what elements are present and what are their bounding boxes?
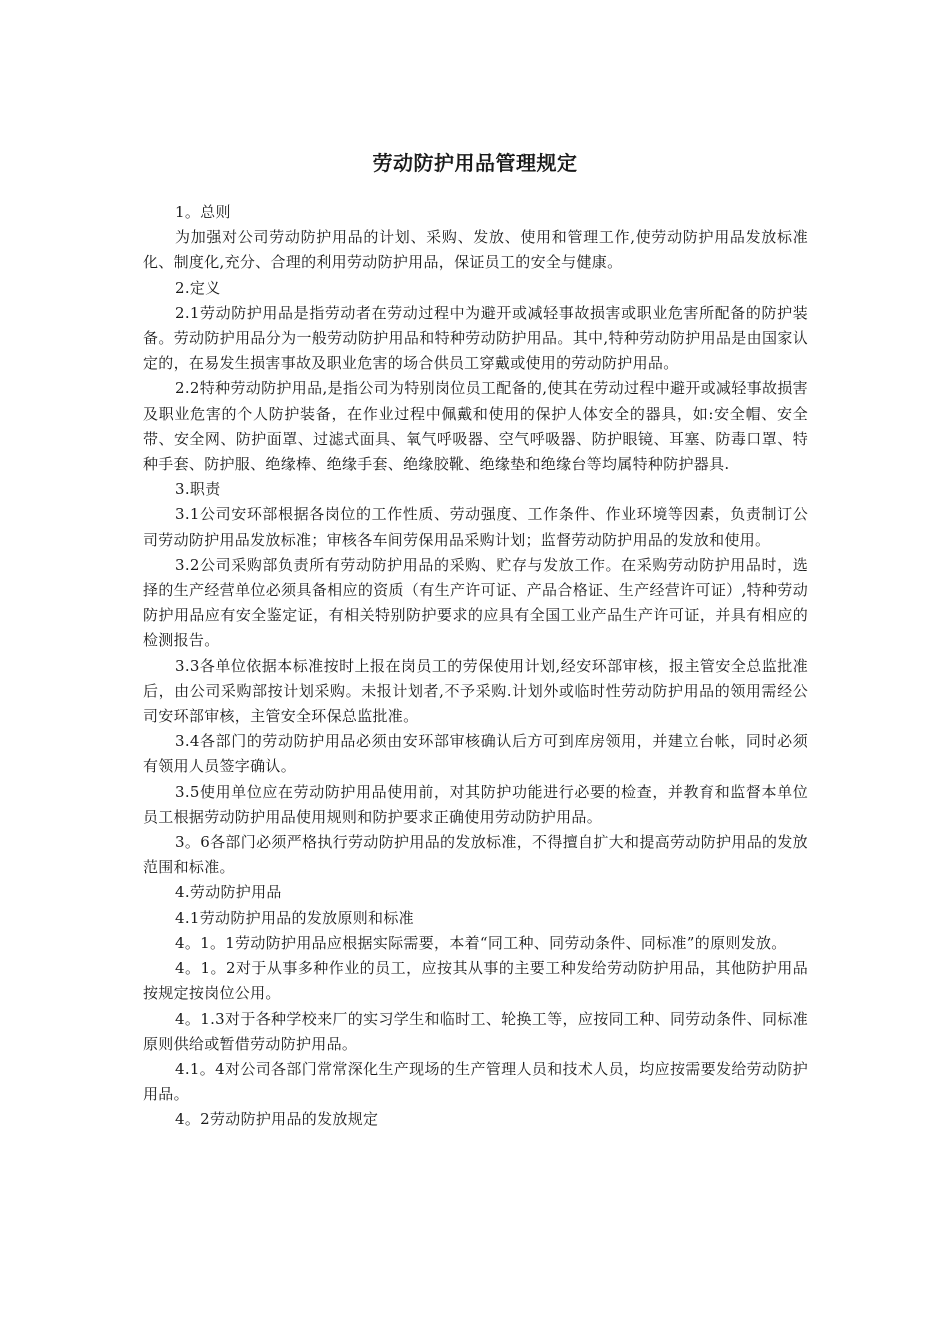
document-title: 劳动防护用品管理规定 — [372, 151, 578, 175]
paragraph: 3。6各部门必须严格执行劳动防护用品的发放标准，不得擅自扩大和提高劳动防护用品的发放范围和标准。 — [143, 833, 808, 877]
section-heading: 2.定义 — [175, 278, 221, 297]
paragraph: 2.2特种劳动防护用品,是指公司为特别岗位员工配备的,使其在劳动过程中避开或减轻事故损害及职业危害的个人防护装备，在作业过程中佩戴和使用的保护人体安全的器具，如:安全帽、安全带、安全网、防护面罩、过滤式面具、氧气呼吸器、空气呼吸器、防护眼镜、耳塞、防毒口罩、特种手套、防护服、绝缘棒、绝缘手套、绝缘胶靴、绝缘垫和绝缘台等均属特种防护器具. — [143, 379, 808, 474]
paragraph: 4。1。2对于从事多种作业的员工，应按其从事的主要工种发给劳动防护用品，其他防护用品按规定按岗位公用。 — [143, 959, 808, 1003]
paragraph: 3.4各部门的劳动防护用品必须由安环部审核确认后方可到库房领用，并建立台帐，同时必须有领用人员签字确认。 — [143, 732, 808, 776]
subsection-heading: 4。2劳动防护用品的发放规定 — [175, 1110, 379, 1129]
paragraph: 2.1劳动防护用品是指劳动者在劳动过程中为避开或减轻事故损害或职业危害所配备的防护装备。劳动防护用品分为一般劳动防护用品和特种劳动防护用品。其中,特种劳动防护用品是由国家认定的，在易发生损害事故及职业危害的场合供员工穿戴或使用的劳动防护用品。 — [143, 303, 808, 373]
paragraph: 4.1。4对公司各部门常常深化生产现场的生产管理人员和技术人员，均应按需要发给劳动防护用品。 — [143, 1059, 808, 1104]
paragraph: 为加强对公司劳动防护用品的计划、采购、发放、使用和管理工作,使劳动防护用品发放标准化、制度化,充分、合理的利用劳动防护用品，保证员工的安全与健康。 — [143, 228, 808, 272]
paragraph: 3.2公司采购部负责所有劳动防护用品的采购、贮存与发放工作。在采购劳动防护用品时，选择的生产经营单位必须具备相应的资质（有生产许可证、产品合格证、生产经营许可证）,特种劳动防护用品应有安全鉴定证，有相关特别防护要求的应具有全国工业产品生产许可证，并具有相应的检测报告。 — [143, 555, 808, 650]
section-heading: 4.劳动防护用品 — [175, 883, 282, 902]
paragraph: 4。1。1劳动防护用品应根据实际需要，本着“同工种、同劳动条件、同标准”的原则发放。 — [175, 933, 787, 952]
paragraph: 4。1.3对于各种学校来厂的实习学生和临时工、轮换工等，应按同工种、同劳动条件、同标准原则供给或暂借劳动防护用品。 — [143, 1009, 808, 1053]
paragraph: 3.1公司安环部根据各岗位的工作性质、劳动强度、工作条件、作业环境等因素，负责制订公司劳动防护用品发放标准；审核各车间劳保用品采购计划；监督劳动防护用品的发放和使用。 — [143, 505, 808, 549]
document-body — [143, 200, 808, 1133]
paragraph: 3.5使用单位应在劳动防护用品使用前，对其防护功能进行必要的检查，并教育和监督本单位员工根据劳动防护用品使用规则和防护要求正确使用劳动防护用品。 — [143, 782, 808, 826]
section-heading: 3.职责 — [175, 480, 221, 499]
subsection-heading: 4.1劳动防护用品的发放原则和标准 — [175, 908, 414, 927]
paragraph: 3.3各单位依据本标准按时上报在岗员工的劳保使用计划,经安环部审核，报主管安全总监批准后，由公司采购部按计划采购。未报计划者,不予采购.计划外或临时性劳动防护用品的领用需经公司安环部审核，主管安全环保总监批准。 — [143, 656, 808, 726]
section-heading: 1。总则 — [175, 203, 231, 221]
